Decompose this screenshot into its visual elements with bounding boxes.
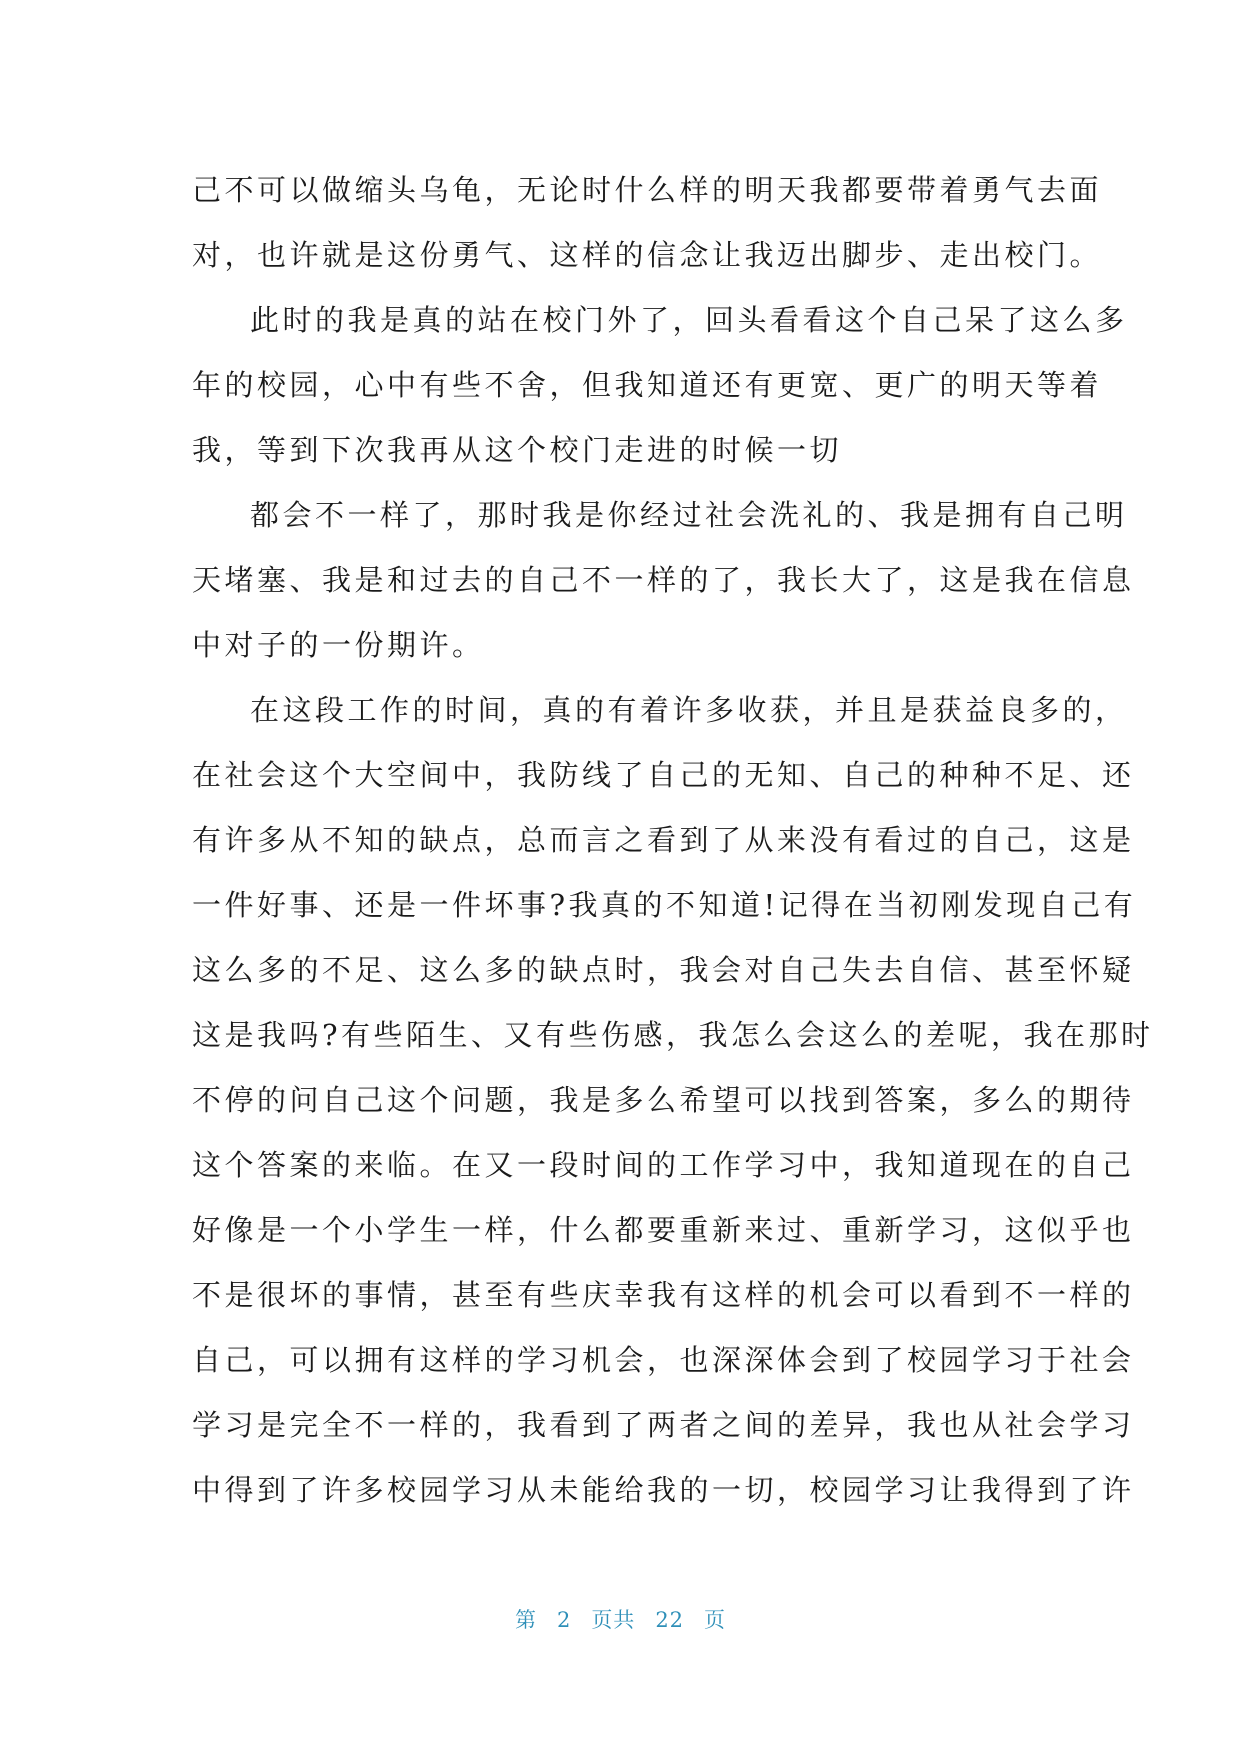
text-line-21: 中得到了许多校园学习从未能给我的一切，校园学习让我得到了许	[192, 1473, 1135, 1507]
text-line-7: 天堵塞、我是和过去的自己不一样的了，我长大了，这是我在信息	[192, 563, 1135, 597]
text-line-13: 这么多的不足、这么多的缺点时，我会对自己失去自信、甚至怀疑	[192, 953, 1135, 987]
text-line-17: 好像是一个小学生一样，什么都要重新来过、重新学习，这似乎也	[192, 1213, 1135, 1247]
text-line-12: 一件好事、还是一件坏事?我真的不知道!记得在当初刚发现自己有	[192, 888, 1137, 922]
text-line-20: 学习是完全不一样的，我看到了两者之间的差异，我也从社会学习	[192, 1408, 1135, 1442]
text-line-18: 不是很坏的事情，甚至有些庆幸我有这样的机会可以看到不一样的	[192, 1278, 1135, 1312]
text-line-10: 在社会这个大空间中，我防线了自己的无知、自己的种种不足、还	[192, 758, 1135, 792]
text-line-11: 有许多从不知的缺点，总而言之看到了从来没有看过的自己，这是	[192, 823, 1135, 857]
text-line-14: 这是我吗?有些陌生、又有些伤感，我怎么会这么的差呢，我在那时	[192, 1018, 1154, 1052]
text-line-1: 己不可以做缩头乌龟，无论时什么样的明天我都要带着勇气去面	[192, 173, 1103, 207]
text-line-4: 年的校园，心中有些不舍，但我知道还有更宽、更广的明天等着	[192, 368, 1103, 402]
footer-middle: 页共	[591, 1608, 636, 1632]
body-text	[192, 158, 1154, 1523]
total-page-number: 22	[655, 1608, 685, 1632]
text-line-15: 不停的问自己这个问题，我是多么希望可以找到答案，多么的期待	[192, 1083, 1135, 1117]
text-line-19: 自己，可以拥有这样的学习机会，也深深体会到了校园学习于社会	[192, 1343, 1135, 1377]
footer-prefix: 第	[514, 1608, 537, 1632]
text-line-9: 在这段工作的时间，真的有着许多收获，并且是获益良多的，	[250, 693, 1128, 727]
text-line-3: 此时的我是真的站在校门外了，回头看看这个自己呆了这么多	[250, 303, 1128, 337]
text-line-6: 都会不一样了，那时我是你经过社会洗礼的、我是拥有自己明	[250, 498, 1128, 532]
text-line-5: 我，等到下次我再从这个校门走进的时候一切	[192, 433, 843, 467]
text-line-2: 对，也许就是这份勇气、这样的信念让我迈出脚步、走出校门。	[192, 238, 1103, 272]
text-line-16: 这个答案的来临。在又一段时间的工作学习中，我知道现在的自己	[192, 1148, 1135, 1182]
text-line-8: 中对子的一份期许。	[192, 628, 485, 662]
page-footer	[0, 1604, 1241, 1634]
footer-suffix: 页	[704, 1608, 727, 1632]
current-page-number: 2	[556, 1608, 572, 1632]
